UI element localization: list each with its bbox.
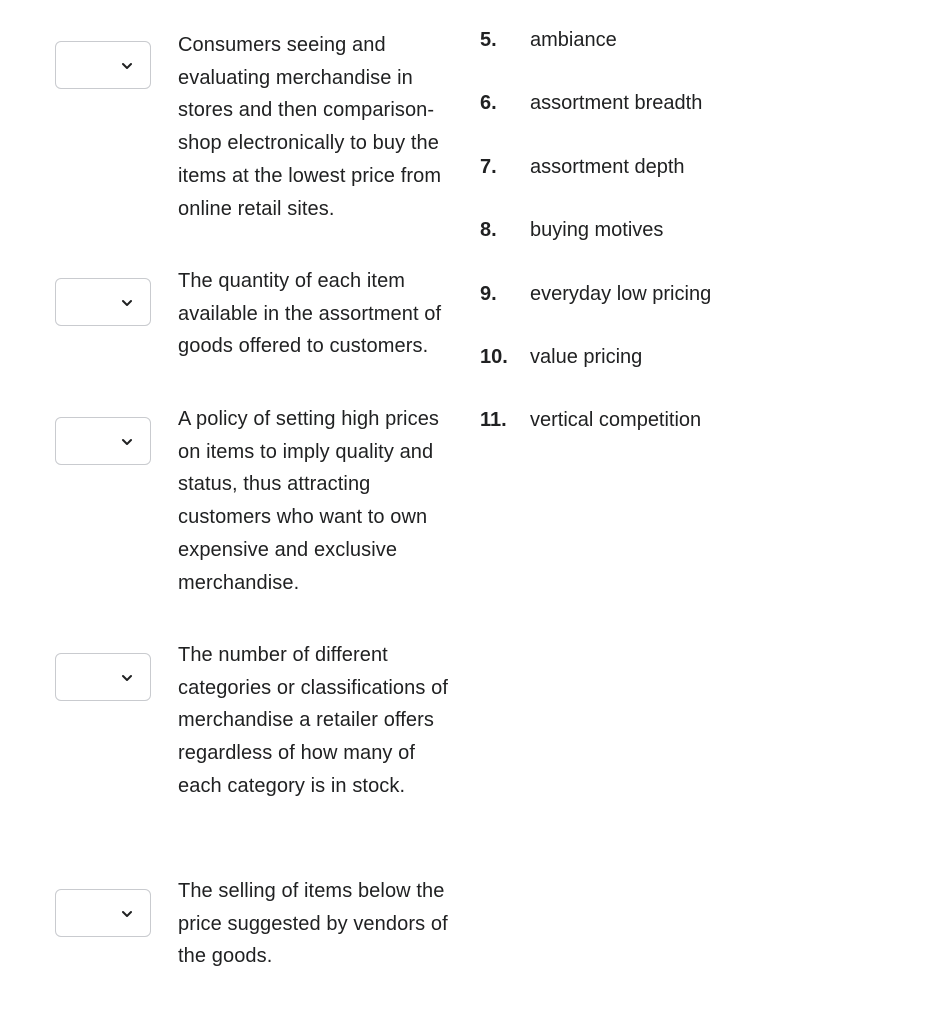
answer-label: everyday low pricing — [530, 283, 712, 305]
answer-number: 6. — [480, 92, 497, 114]
answer-label: assortment depth — [530, 156, 685, 178]
answer-dropdown[interactable] — [55, 653, 151, 701]
chevron-down-icon — [120, 907, 134, 921]
answer-label: ambiance — [530, 29, 617, 51]
question-text: The selling of items below the price suggested by vendors of the goods. — [178, 880, 448, 968]
answer-label: assortment breadth — [530, 92, 703, 114]
answer-number: 9. — [480, 283, 497, 305]
list-item — [480, 24, 900, 56]
answer-dropdown[interactable] — [55, 41, 151, 89]
question-text: Consumers seeing and evaluating merchandise in stores and then comparison-shop electronically to buy the items at the lowest price from online retail sites. — [178, 34, 442, 220]
answer-label: buying motives — [530, 219, 664, 241]
list-item — [480, 151, 900, 183]
question-text: A policy of setting high prices on items to imply quality and status, thus attracting customers who want to own expensive and exclusive merchandise. — [178, 408, 440, 594]
question-text: The number of different categories or classifications of merchandise a retailer offers regardless of how many of each category is in stock. — [178, 644, 448, 797]
answer-label: vertical competition — [530, 409, 702, 431]
answer-number: 7. — [480, 156, 497, 178]
chevron-down-icon — [120, 59, 134, 73]
answer-number: 5. — [480, 29, 497, 51]
chevron-down-icon — [120, 296, 134, 310]
answer-number: 10. — [480, 346, 508, 368]
list-item — [480, 87, 900, 119]
answer-dropdown[interactable] — [55, 417, 151, 465]
answer-number: 11. — [480, 409, 507, 431]
list-item — [480, 404, 900, 436]
answer-number: 8. — [480, 219, 497, 241]
question-text: The quantity of each item available in the assortment of goods offered to customers. — [178, 270, 442, 358]
chevron-down-icon — [120, 671, 134, 685]
answer-label: value pricing — [530, 346, 643, 368]
list-item — [480, 214, 900, 246]
chevron-down-icon — [120, 435, 134, 449]
list-item — [480, 341, 900, 373]
answer-dropdown[interactable] — [55, 278, 151, 326]
list-item — [480, 278, 900, 310]
answer-dropdown[interactable] — [55, 889, 151, 937]
